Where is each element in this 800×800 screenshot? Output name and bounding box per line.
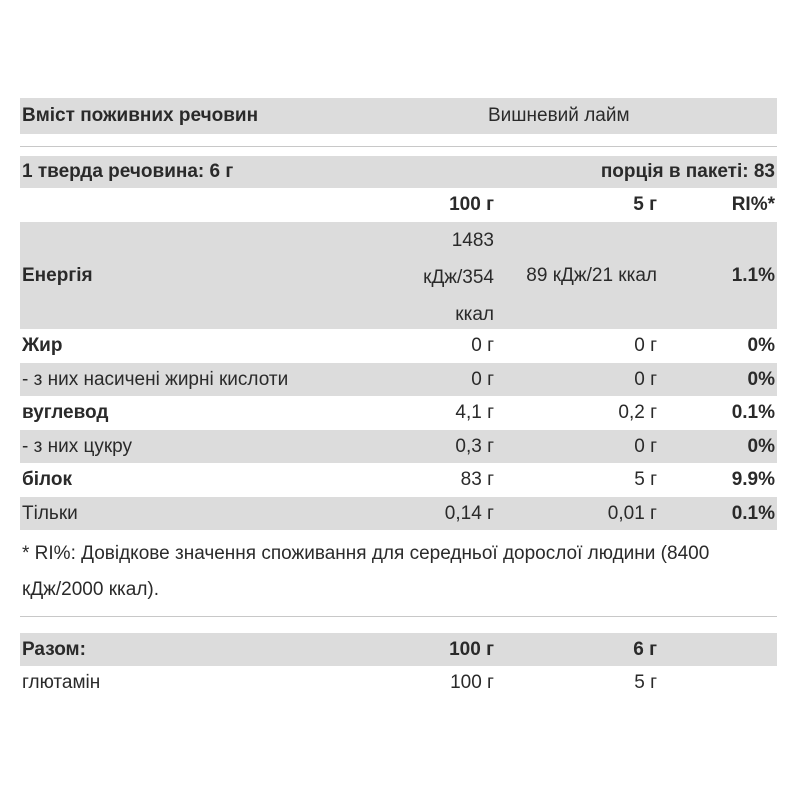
total-row [20, 633, 777, 666]
nutrient-ri: 0% [747, 335, 775, 356]
nutrient-label: білок [22, 469, 72, 490]
nutrition-table [20, 98, 777, 700]
servings-per-pack: порція в пакеті: 83 [600, 161, 775, 182]
column-per5: 5 г [633, 194, 657, 215]
table-title: Вміст поживних речовин [22, 105, 259, 126]
nutrient-label: - з них цукру [22, 435, 133, 457]
total-per5: 6 г [633, 638, 657, 660]
ingredient-per100: 100 г [450, 672, 494, 693]
serving-row [20, 156, 777, 188]
nutrient-per100: 0,14 г [444, 502, 494, 524]
ingredient-per5: 5 г [634, 672, 657, 693]
nutrient-label: вуглевод [22, 402, 109, 423]
nutrient-per5: 0,2 г [618, 402, 657, 423]
energy-per5: 89 кДж/21 ккал [526, 264, 657, 286]
nutrient-label: - з них насичені жирні кислоти [22, 368, 289, 390]
table-row [20, 329, 777, 363]
table-row [20, 430, 777, 463]
nutrient-per5: 0,01 г [607, 502, 657, 524]
table-row [20, 497, 777, 530]
nutrient-ri: 0.1% [731, 402, 775, 423]
nutrient-per5: 0 г [634, 335, 657, 356]
ingredient-row [20, 666, 777, 700]
nutrient-ri: 0% [747, 435, 775, 457]
nutrient-per100: 0 г [471, 368, 494, 390]
energy-ri: 1.1% [731, 264, 775, 286]
nutrient-per100: 0,3 г [455, 435, 494, 457]
footnote: * RI%: Довідкове значення споживання для середньої дорослої людини (8400 кДж/2000 ккал). [22, 543, 710, 600]
serving-size: 1 тверда речовина: 6 г [22, 161, 234, 182]
nutrient-label: Жир [22, 335, 63, 356]
column-header-row [20, 188, 777, 222]
flavor-name: Вишневий лайм [488, 105, 630, 126]
energy-row [20, 222, 777, 329]
nutrient-per100: 0 г [471, 335, 494, 356]
table-row [20, 463, 777, 497]
total-label: Разом: [22, 638, 86, 660]
nutrient-label: Тільки [22, 502, 78, 524]
nutrient-per5: 0 г [634, 368, 657, 390]
header-row [20, 98, 777, 134]
ingredient-label: глютамін [22, 672, 101, 693]
column-ri: RI%* [731, 194, 775, 215]
energy-per100: 1483 кДж/354 ккал [423, 230, 494, 325]
column-per100: 100 г [449, 194, 494, 215]
table-row [20, 396, 777, 430]
nutrient-per5: 5 г [634, 469, 657, 490]
energy-label: Енергія [22, 264, 93, 286]
nutrient-ri: 0% [747, 368, 775, 390]
total-per100: 100 г [449, 638, 494, 660]
nutrient-per100: 83 г [460, 469, 494, 490]
nutrient-per5: 0 г [634, 435, 657, 457]
nutrient-ri: 9.9% [731, 469, 775, 490]
nutrient-per100: 4,1 г [455, 402, 494, 423]
table-row [20, 363, 777, 396]
nutrient-ri: 0.1% [731, 502, 775, 524]
